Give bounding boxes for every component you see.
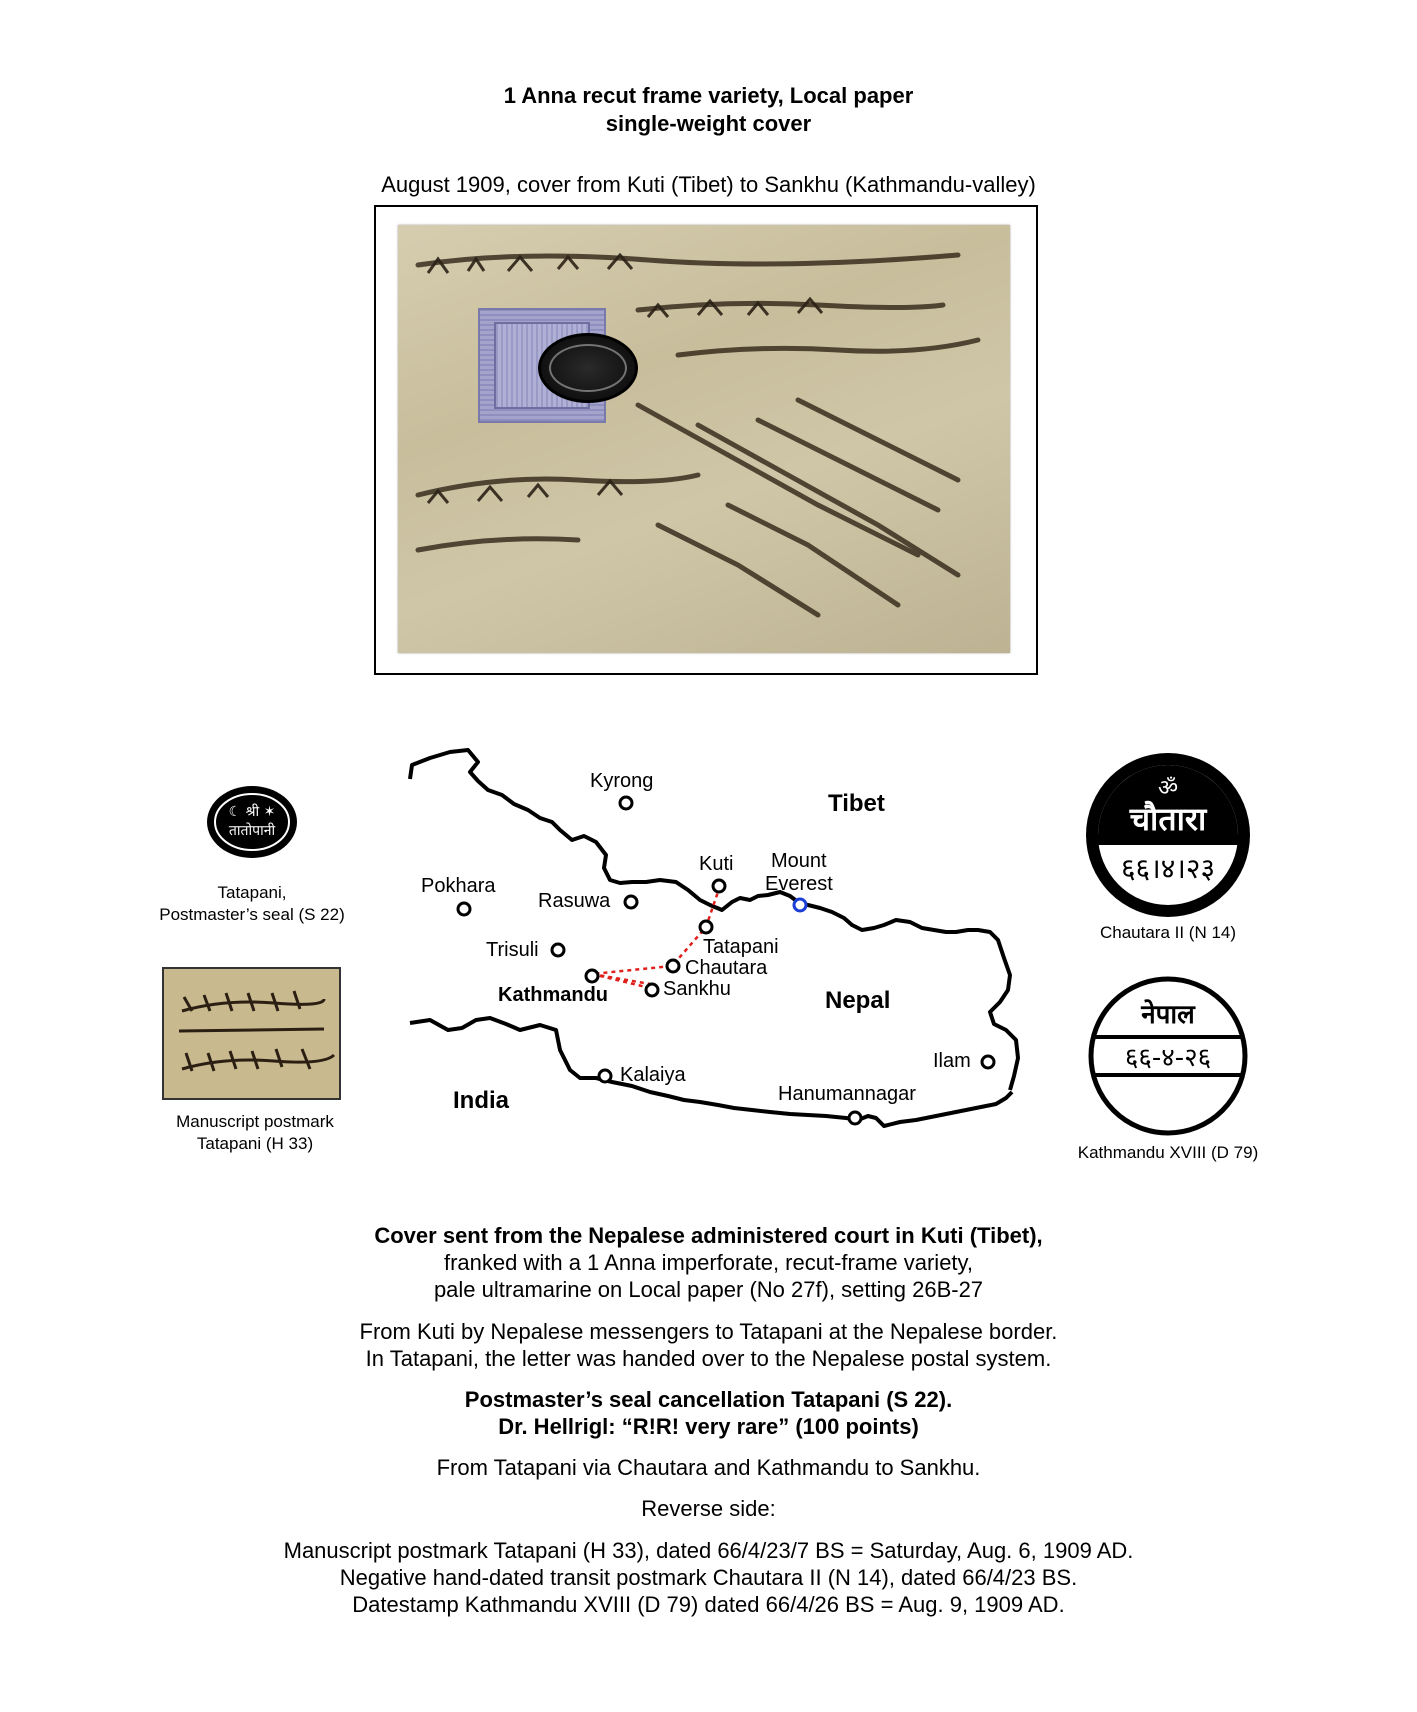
description-paragraph-2: [0, 1318, 1417, 1372]
manuscript-caption-line1: Manuscript postmark: [176, 1112, 334, 1131]
chautara-caption: Chautara II (N 14): [1099, 923, 1237, 942]
description-p1-line3: pale ultramarine on Local paper (No 27f), setting 26B-27: [433, 1277, 984, 1302]
title-line-1: 1 Anna recut frame variety, Local paper: [503, 83, 914, 108]
chautara-stamp-name: चौतारा: [1129, 800, 1207, 838]
kathmandu-stamp-date: ६६-४-२६: [1124, 1043, 1212, 1073]
description-paragraph-4: From Tatapani via Chautara and Kathmandu to Sankhu.: [436, 1455, 981, 1480]
kathmandu-datestamp-icon: [1087, 975, 1249, 1137]
title-line-2: single-weight cover: [605, 111, 812, 136]
chautara-stamp-date: ६६।४।२३: [1120, 852, 1216, 885]
description-p1-line1: Cover sent from the Nepalese administered court in Kuti (Tibet),: [374, 1223, 1043, 1248]
description-p1-line2: franked with a 1 Anna imperforate, recut-frame variety,: [443, 1250, 974, 1275]
description-paragraph-3: [0, 1386, 1417, 1440]
label-ilam: Ilam: [933, 1050, 971, 1072]
label-trisuli: Trisuli: [486, 939, 539, 961]
description-paragraph-5: Reverse side:: [641, 1496, 776, 1521]
label-kathmandu: Kathmandu: [498, 984, 608, 1006]
everest-marker: [794, 899, 806, 911]
chautara-stamp-top: ॐ: [1157, 776, 1179, 801]
svg-text:☾ श्री ✶: ☾ श्री ✶: [228, 804, 276, 820]
label-sankhu: Sankhu: [663, 978, 731, 1000]
map-northern-border: [410, 750, 1018, 1090]
tatapani-marker: [700, 921, 712, 933]
label-everest: Everest: [765, 873, 833, 895]
label-rasuwa: Rasuwa: [538, 890, 611, 912]
label-hanumannagar: Hanumannagar: [778, 1083, 916, 1105]
description-p2-line2: In Tatapani, the letter was handed over to the Nepalese postal system.: [365, 1346, 1052, 1371]
label-nepal: Nepal: [825, 987, 891, 1014]
label-india: India: [453, 1087, 510, 1114]
label-pokhara: Pokhara: [421, 875, 496, 897]
page-subtitle: August 1909, cover from Kuti (Tibet) to Sankhu (Kathmandu-valley): [381, 172, 1036, 197]
kuti-marker: [713, 880, 725, 892]
svg-text:तातोपानी: तातोपानी: [228, 823, 276, 839]
description-p6-line3: Datestamp Kathmandu XVIII (D 79) dated 66/4/26 BS = Aug. 9, 1909 AD.: [352, 1592, 1065, 1617]
chautara-postmark-icon: [1083, 750, 1253, 920]
manuscript-caption-line2: Tatapani (H 33): [196, 1134, 314, 1153]
label-kyrong: Kyrong: [590, 770, 654, 792]
description-p6-line1: Manuscript postmark Tatapani (H 33), dated 66/4/23/7 BS = Saturday, Aug. 6, 1909 AD.: [283, 1538, 1134, 1563]
kyrong-marker: [620, 797, 632, 809]
label-tatapani: Tatapani: [703, 936, 779, 958]
tatapani-seal-caption-line2: Postmaster’s seal (S 22): [159, 905, 345, 924]
label-tibet: Tibet: [828, 790, 885, 817]
ilam-marker: [982, 1056, 994, 1068]
description-p3-line2: Dr. Hellrigl: “R!R! very rare” (100 points): [498, 1414, 919, 1439]
description-p3-line1: Postmaster’s seal cancellation Tatapani (S 22).: [464, 1387, 953, 1412]
trisuli-marker: [552, 944, 564, 956]
label-mount: Mount: [771, 850, 827, 872]
tatapani-seal-caption-line1: Tatapani,: [217, 883, 287, 902]
label-kuti: Kuti: [699, 853, 734, 875]
description-paragraph-1: [0, 1222, 1417, 1303]
kathmandu-marker: [586, 970, 598, 982]
kathmandu-caption: Kathmandu XVIII (D 79): [1077, 1143, 1259, 1162]
chautara-marker: [667, 960, 679, 972]
description-p6-line2: Negative hand-dated transit postmark Chautara II (N 14), dated 66/4/23 BS.: [339, 1565, 1078, 1590]
kalaiya-marker: [599, 1070, 611, 1082]
sankhu-marker: [646, 984, 658, 996]
label-chautara: Chautara: [685, 957, 768, 979]
hanumannagar-marker: [849, 1112, 861, 1124]
label-kalaiya: Kalaiya: [620, 1064, 686, 1086]
description-paragraph-6: [0, 1537, 1417, 1618]
pokhara-marker: [458, 903, 470, 915]
description-p2-line1: From Kuti by Nepalese messengers to Tatapani at the Nepalese border.: [359, 1319, 1058, 1344]
rasuwa-marker: [625, 896, 637, 908]
kathmandu-stamp-top: नेपाल: [1141, 1000, 1195, 1030]
